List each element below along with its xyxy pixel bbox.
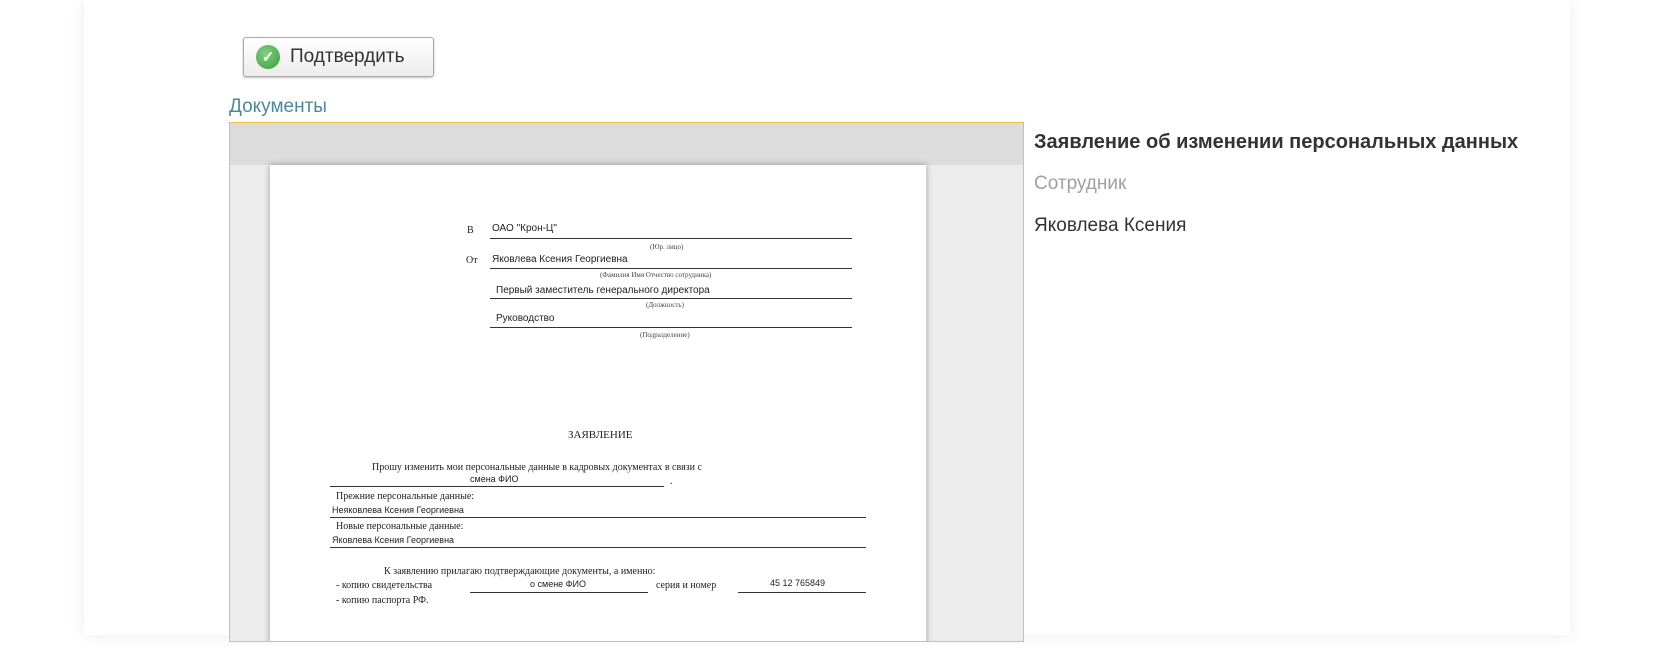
previous-label: Прежние персональные данные: [336, 491, 475, 502]
check-circle-icon: ✓ [256, 45, 280, 69]
confirm-button[interactable] [243, 37, 434, 77]
new-line [330, 547, 866, 548]
series-line [738, 592, 866, 593]
documents-link[interactable]: Документы [229, 96, 327, 117]
document-page [270, 165, 926, 642]
confirm-button-label: Подтвердить [290, 46, 405, 67]
document-title: Заявление об изменении персональных данных [1034, 131, 1519, 153]
attach-text: К заявлению прилагаю подтверждающие документы, а именно: [384, 566, 656, 577]
reason-value: смена ФИО [470, 474, 519, 484]
viewer-toolbar [230, 123, 1023, 165]
series-value: 45 12 765849 [770, 578, 826, 588]
document-viewer[interactable] [229, 122, 1024, 642]
new-label: Новые персональные данные: [336, 521, 464, 532]
to-line [490, 238, 852, 239]
reason-line [330, 486, 664, 487]
reason-dot: . [670, 476, 673, 487]
new-value: Яковлева Ксения Георгиевна [332, 535, 455, 545]
position-hint: (Должность) [646, 301, 684, 309]
employee-label: Сотрудник [1034, 173, 1127, 194]
employee-value[interactable]: Яковлева Ксения [1034, 215, 1187, 236]
from-value: Яковлева Ксения Георгиевна [492, 254, 628, 265]
department-hint: (Подразделение) [640, 331, 690, 339]
cert-label: - копию свидетельства [336, 580, 433, 591]
from-hint: (Фамилия Имя Отчество сотрудника) [600, 271, 712, 279]
cert-value: о смене ФИО [530, 579, 586, 589]
to-prefix: В [467, 225, 474, 236]
passport-label: - копию паспорта РФ. [336, 595, 429, 606]
to-hint: (Юр. лицо) [650, 243, 684, 251]
position-line [490, 298, 852, 299]
previous-line [330, 517, 866, 518]
document-heading: ЗАЯВЛЕНИЕ [568, 429, 633, 441]
from-line [490, 268, 852, 269]
to-value: ОАО "Крон-Ц" [492, 223, 557, 234]
department-value: Руководство [496, 313, 555, 324]
series-label: серия и номер [656, 580, 717, 591]
from-prefix: От [466, 255, 478, 266]
position-value: Первый заместитель генерального директора [496, 285, 710, 296]
cert-line [470, 592, 648, 593]
previous-value: Неяковлева Ксения Георгиевна [332, 505, 464, 515]
request-text: Прошу изменить мои персональные данные в кадровых документах в связи с [372, 462, 702, 473]
department-line [490, 327, 852, 328]
